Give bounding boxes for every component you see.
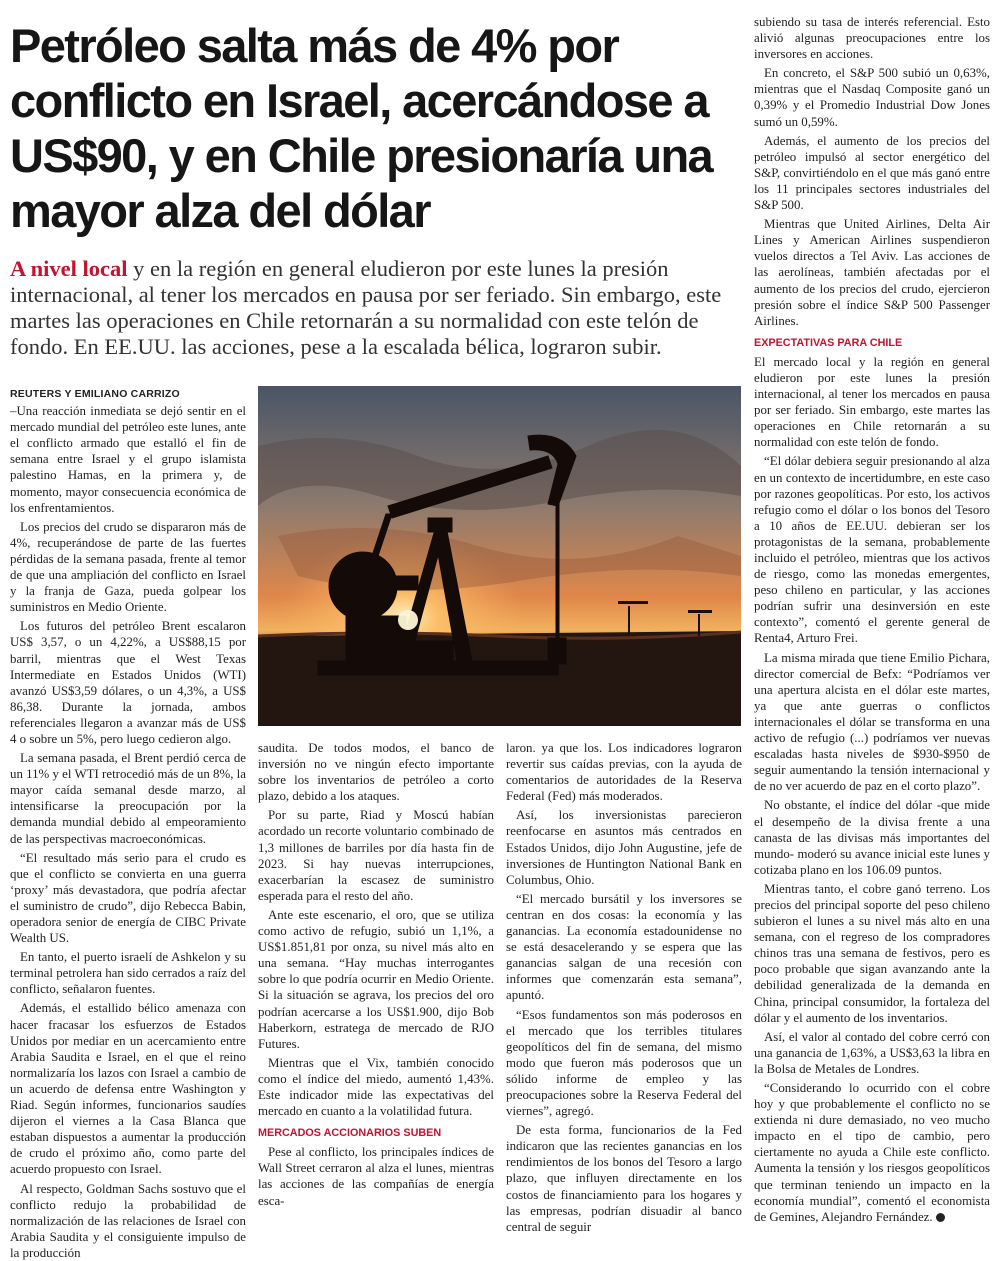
paragraph-final xyxy=(754,1080,990,1225)
lede-text: y en la región en general eludieron por este lunes la presión internacional, al tener los mercados en pausa por ser feriado. Sin embargo, este martes las operaciones en Chile retornarán a su normalidad con este telón de fondo. En EE.UU. las acciones, pese a la escalada bélica, lograron subir. xyxy=(10,256,722,359)
byline: REUTERS Y EMILIANO CARRIZO xyxy=(10,388,180,400)
paragraph: Al respecto, Goldman Sachs sostuvo que el conflicto redujo la probabilidad de normalización de las relaciones de Israel con Arabia Saudita y el consiguiente impulso de la producción xyxy=(10,1181,246,1260)
paragraph: Pese al conflicto, los principales índices de Wall Street cerraron al alza el lunes, mientras las acciones de las compañías de energía esca- xyxy=(258,1145,494,1208)
paragraph: Mientras que el Vix, también conocido como el índice del miedo, aumentó 1,43%. Este indicador mide las expectativas del mercado en cuanto a la volatilidad futura. xyxy=(258,1055,494,1119)
paragraph: “El resultado más serio para el crudo es que el conflicto se convierta en una guerra ‘proxy’ más devastadora, que podría afectar el suministro de crudo”, dijo Rebecca Babin, operadora senior de energía de CIBC Private Wealth US. xyxy=(10,850,246,946)
paragraph: No obstante, el índice del dólar -que mide el desempeño de la divisa frente a una canasta de las divisas más importantes del mundo- moderó su avance inicial este lunes y cotizaba plano en los 106.09 puntos. xyxy=(754,798,990,877)
pumpjack-sunset-image xyxy=(258,386,741,726)
paragraph: “Esos fundamentos son más poderosos en el mercado que los terribles titulares geopolíticos del fin de semana, del mismo modo que fueron más poderosos que un sólido informe de empleo y las preocupaciones sobre la Reserva Federal del viernes”, agregó. xyxy=(506,1007,742,1119)
paragraph: Así, los inversionistas parecieron reenfocarse en asuntos más centrados en Estados Unidos, dijo John Augustine, jefe de inversiones de Huntington National Bank en Columbus, Ohio. xyxy=(506,808,742,887)
paragraph: Mientras que United Airlines, Delta Air Lines y American Airlines suspendieron vuelos directos a Tel Aviv. Las acciones de las aerolíneas, también afectadas por el aumento de los precios del crudo, ejercieron presión sobre el índice S&P 500 Passenger Airlines. xyxy=(754,217,990,328)
paragraph: El mercado local y la región en general eludieron por este lunes la presión internacional, al tener los mercados en pausa por ser feriado. Sin embargo, este martes las operaciones en Chile retornarán a su normalidad con este telón de fondo. xyxy=(754,354,990,450)
paragraph: –Una reacción inmediata se dejó sentir en el mercado mundial del petróleo este lunes, ante el conflicto armado que estalló el fin de semana entre Israel y el grupo islamista palestino Hamas, en la primera y, de momento, mayor consecuencia económica de los enfrentamientos. xyxy=(10,404,246,515)
article-column-4 xyxy=(754,14,990,1224)
paragraph: Los precios del crudo se dispararon más de 4%, recuperándose de parte de las fuertes pérdidas de la semana pasada, frente al temor de que una ampliación del conflicto en Israel y la franja de Gaza, pueda golpear los suministros en Medio Oriente. xyxy=(10,519,246,615)
lede-highlight: A nivel local xyxy=(10,256,128,281)
end-of-article-icon xyxy=(936,1213,945,1222)
paragraph: En tanto, el puerto israelí de Ashkelon y su terminal petrolera han sido cerrados a raíz del conflicto, señalaron fuentes. xyxy=(10,950,246,997)
paragraph: “El mercado bursátil y los inversores se centran en dos cosas: la economía y las ganancias. La economía estadounidense no se está desacelerando y se espera que las ganancias salgan de una recesión con informes que comenzarán esta semana”, apuntó. xyxy=(506,891,742,1003)
paragraph: En concreto, el S&P 500 subió un 0,63%, mientras que el Nasdaq Composite ganó un 0,39% y el Promedio Industrial Dow Jones sumó un 0,59%. xyxy=(754,66,990,129)
lede-paragraph xyxy=(10,256,740,360)
article-column-3 xyxy=(506,740,742,1234)
paragraph: laron. ya que los. Los indicadores lograron revertir sus caídas previas, con la ayuda de comentarios de autoridades de la Reserva Federal (Fed) más moderados. xyxy=(506,741,742,804)
paragraph: Además, el aumento de los precios del petróleo impulsó al sector energético del S&P, convirtiéndolo en el que más ganó entre los 11 principales sectores industriales del S&P 500. xyxy=(754,133,990,213)
article-column-1 xyxy=(10,386,246,1260)
section-heading: MERCADOS ACCIONARIOS SUBEN xyxy=(258,1127,442,1140)
paragraph: “El dólar debiera seguir presionando al alza en un contexto de incertidumbre, en este caso por razones geopolíticas. Por esto, los activos refugio como el dólar o los bonos del Tesoro a 10 años de EE.UU. debieran ser los protagonistas de la semana, probablemente incluido el petróleo, mientras que los activos de riesgo, como las monedas emergentes, peso chileno en particular, y las acciones podrían sufrir una desinversión en este contexto”, comentó el gerente general de Renta4, Arturo Frei. xyxy=(754,454,990,646)
paragraph: La misma mirada que tiene Emilio Pichara, director comercial de Befx: “Podríamos ver una apertura alcista en el dólar este martes, ya que ante guerras o conflictos internacionales el dólar se transforma en una activo de refugio (...) podríamos ver nuevas escaladas hasta niveles de $930-$950 de seguir aumentando la tensión internacional y de no ver acuerdo de paz en el corto plazo”. xyxy=(754,650,990,794)
paragraph: De esta forma, funcionarios de la Fed indicaron que las recientes ganancias en los rendimientos de los bonos del Tesoro a largo plazo, que influyen directamente en los costos de financiamiento para los hogares y las empresas, podrían disuadir al banco central de seguir xyxy=(506,1123,742,1234)
paragraph: Ante este escenario, el oro, que se utiliza como activo de refugio, subió un 1,1%, a US$1.851,81 por onza, su nivel más alto en una semana. “Hay muchas interrogantes sobre lo que podría ocurrir en Medio Oriente. Si la situación se agrava, los precios del oro podrían acercarse a los US$1.900, dijo Bob Haberkorn, estratega de mercado de RJO Futures. xyxy=(258,907,494,1051)
paragraph: Además, el estallido bélico amenaza con hacer fracasar los esfuerzos de Estados Unidos por mediar en un acercamiento entre Arabia Saudita e Israel, en el que el reino normalizaría los lazos con Israel a cambio de un acuerdo de defensa entre Washington y Riad. Según informes, funcionarios saudíes dijeron el viernes a la Casa Blanca que estaban dispuestos a aumentar la producción de crudo el próximo año, como parte del acuerdo propuesto con Israel. xyxy=(10,1001,246,1177)
final-paragraph-text: “Considerando lo ocurrido con el cobre hoy y que probablemente el conflicto no se extienda ni dure demasiado, no veo mucho impacto en el tipo de cambio, pero ciertamente no ayuda a Chile este conflicto. Aumenta la tensión y los riesgos geopolíticos que terminan teniendo un impacto en la economía mundial”, comentó el economista de Gemines, Alejandro Fernández. xyxy=(754,1081,990,1224)
paragraph: La semana pasada, el Brent perdió cerca de un 11% y el WTI retrocedió más de un 8%, la mayor caída semanal desde marzo, al intensificarse la preocupación por la demanda mundial debido al empeoramiento de las perspectivas macroeconómicas. xyxy=(10,751,246,846)
paragraph: subiendo su tasa de interés referencial. Esto alivió algunas preocupaciones entre los inversores en acciones. xyxy=(754,15,990,62)
oil-pumpjack-photo xyxy=(258,386,741,726)
paragraph: Por su parte, Riad y Moscú habían acordado un recorte voluntario combinado de 1,3 millones de barriles por día hasta fin de 2023. Si hay nuevas interrupciones, exacerbarían la escasez de suministro esperada para el resto del año. xyxy=(258,808,494,903)
paragraph: Así, el valor al contado del cobre cerró con una ganancia de 1,63%, a US$3,63 la libra en la Bolsa de Metales de Londres. xyxy=(754,1029,990,1076)
article-column-2 xyxy=(258,740,494,1208)
section-heading: EXPECTATIVAS PARA CHILE xyxy=(754,336,903,349)
paragraph: Los futuros del petróleo Brent escalaron US$ 3,57, o un 4,22%, a US$88,15 por barril, mientras que el West Texas Intermediate en Estados Unidos (WTI) avanzó US$3,59 dólares, o un 4,3%, a US$ 86,38. Durante la jornada, ambos referenciales llegaron a avanzar más de US$ 4 o sobre un 5%, pero luego cedieron algo. xyxy=(10,619,246,746)
paragraph: saudita. De todos modos, el banco de inversión no ve ningún efecto importante sobre los inventarios de petróleo a corto plazo, debido a los ataques. xyxy=(258,741,494,804)
paragraph: Mientras tanto, el cobre ganó terreno. Los precios del principal soporte del peso chileno subieron el lunes a su nivel más alto en una semana, con el regreso de los compradores chinos tras una semana de festivos, pero es poco probable que sigan avanzando ante la debilidad generalizada de la demanda en China, principal consumidor, la fortaleza del dólar y el aumento de los inventarios. xyxy=(754,881,990,1025)
headline: Petróleo salta más de 4% por conflicto en Israel, acercándose a US$90, y en Chile presionaría una mayor alza del dólar xyxy=(10,19,713,237)
